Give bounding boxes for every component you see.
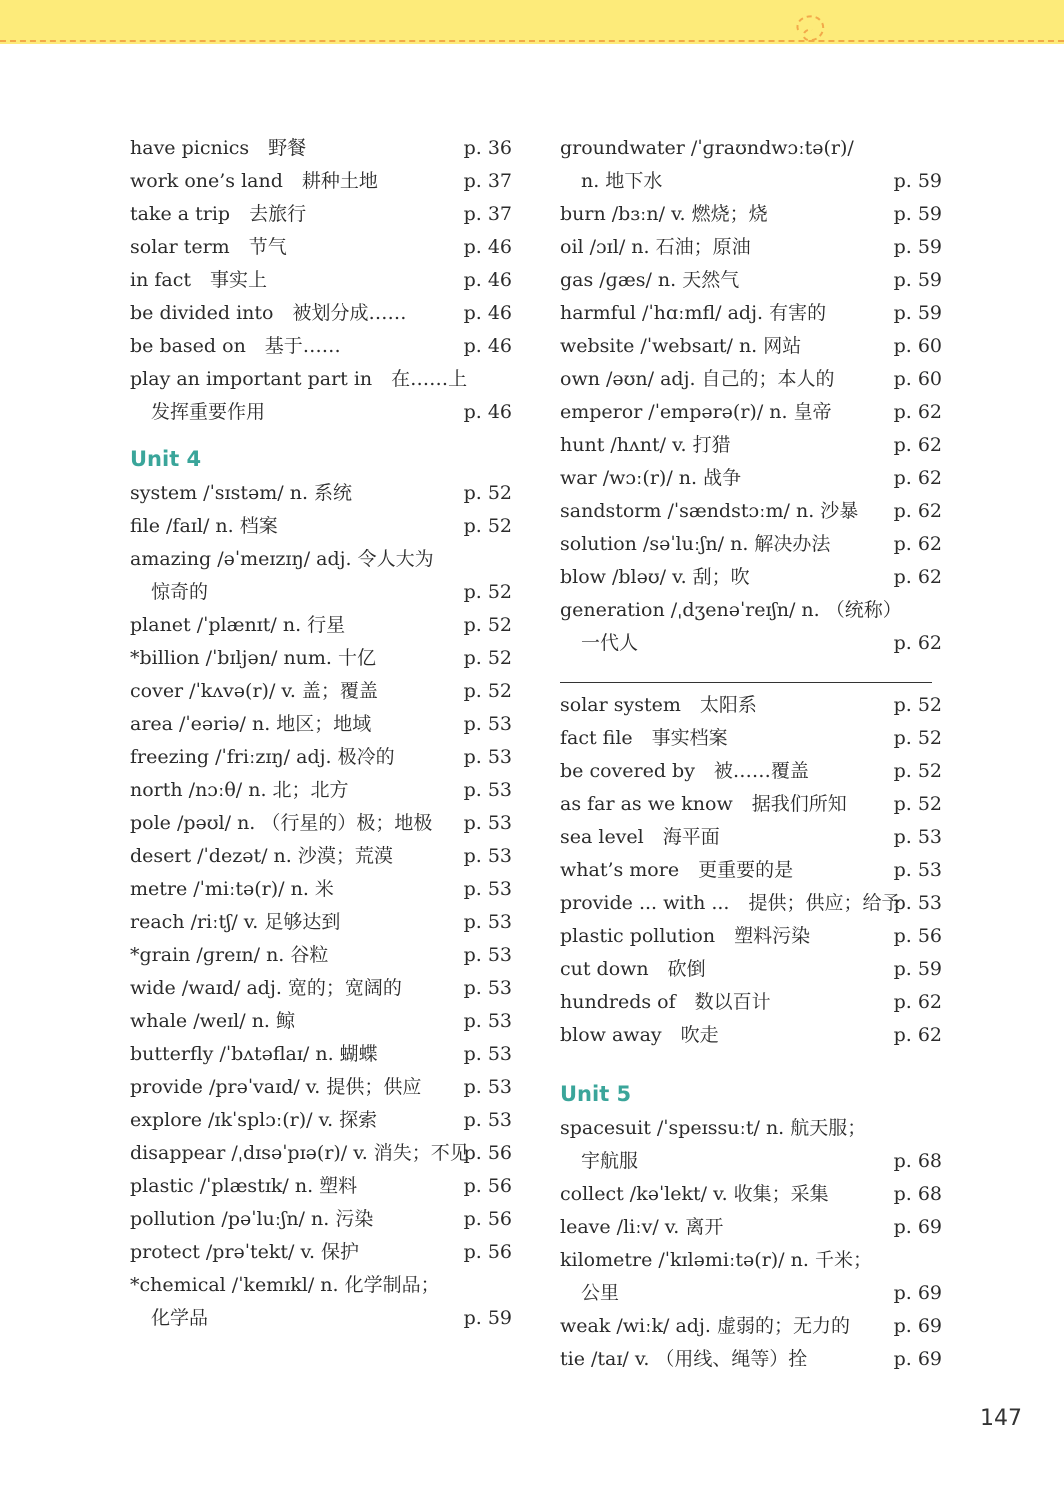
vocab-entry: disappear /ˌdɪsəˈpɪə(r)/ v. 消失；不见 p. 56 (130, 1142, 512, 1164)
vocab-entry: be covered by 被……覆盖 p. 52 (560, 760, 942, 782)
vocab-entry: be divided into 被划分成…… p. 46 (130, 302, 512, 324)
vocab-entry: 公里 p. 69 (581, 1282, 942, 1304)
vocab-entry: file /faɪl/ n. 档案 p. 52 (130, 515, 512, 537)
left-column (130, 132, 512, 1335)
vocab-entry: own /əʊn/ adj. 自己的；本人的 p. 60 (560, 368, 942, 390)
vocab-entry: blow /bləʊ/ v. 刮；吹 p. 62 (560, 566, 942, 588)
vocab-entry: work one’s land 耕种土地 p. 37 (130, 170, 512, 192)
vocab-entry: 化学品 p. 59 (151, 1307, 512, 1329)
vocab-entry: protect /prəˈtekt/ v. 保护 p. 56 (130, 1241, 512, 1263)
vocab-entry: website /ˈwebsaɪt/ n. 网站 p. 60 (560, 335, 942, 357)
page-number: 147 (980, 1406, 1022, 1431)
vocab-entry: planet /ˈplænɪt/ n. 行星 p. 52 (130, 614, 512, 636)
vocab-entry: 惊奇的 p. 52 (151, 581, 512, 603)
vocab-entry: generation /ˌdʒenəˈreɪʃn/ n. （统称） (560, 599, 902, 621)
vocab-entry: leave /liːv/ v. 离开 p. 69 (560, 1216, 942, 1238)
vocab-entry: weak /wiːk/ adj. 虚弱的；无力的 p. 69 (560, 1315, 942, 1337)
vocab-entry: 发挥重要作用 p. 46 (151, 401, 512, 423)
vocab-entry: pole /pəʊl/ n. （行星的）极；地极 p. 53 (130, 812, 512, 834)
vocab-entry: whale /weɪl/ n. 鲸 p. 53 (130, 1010, 512, 1032)
vocab-entry: solution /səˈluːʃn/ n. 解决办法 p. 62 (560, 533, 942, 555)
vocab-entry: *grain /ɡreɪn/ n. 谷粒 p. 53 (130, 944, 512, 966)
vocab-entry: kilometre /ˈkɪləmiːtə(r)/ n. 千米； (560, 1249, 872, 1271)
vocab-entry: oil /ɔɪl/ n. 石油；原油 p. 59 (560, 236, 942, 258)
vocab-entry: play an important part in 在……上 (130, 368, 468, 390)
vocab-entry: spacesuit /ˈspeɪssuːt/ n. 航天服； (560, 1117, 867, 1139)
vocab-entry: provide ... with ... 提供；供应；给予 p. 53 (560, 892, 942, 914)
vocab-entry: butterfly /ˈbʌtəflaɪ/ n. 蝴蝶 p. 53 (130, 1043, 512, 1065)
vocab-entry: take a trip 去旅行 p. 37 (130, 203, 512, 225)
vocab-entry: emperor /ˈempərə(r)/ n. 皇帝 p. 62 (560, 401, 942, 423)
vocab-entry: amazing /əˈmeɪzɪŋ/ adj. 令人大为 (130, 548, 434, 570)
vocab-entry: war /wɔː(r)/ n. 战争 p. 62 (560, 467, 942, 489)
vocab-entry: collect /kəˈlekt/ v. 收集；采集 p. 68 (560, 1183, 942, 1205)
vocab-entry: cut down 砍倒 p. 59 (560, 958, 942, 980)
vocab-entry: system /ˈsɪstəm/ n. 系统 p. 52 (130, 482, 512, 504)
vocab-entry: pollution /pəˈluːʃn/ n. 污染 p. 56 (130, 1208, 512, 1230)
right-column (560, 132, 942, 1376)
vocab-entry: groundwater /ˈɡraʊndwɔːtə(r)/ (560, 137, 854, 159)
vocab-entry: gas /ɡæs/ n. 天然气 p. 59 (560, 269, 942, 291)
vocab-entry: *chemical /ˈkemɪkl/ n. 化学制品； (130, 1274, 440, 1296)
vocab-entry: desert /ˈdezət/ n. 沙漠；荒漠 p. 53 (130, 845, 512, 867)
vocab-entry: area /ˈeəriə/ n. 地区；地域 p. 53 (130, 713, 512, 735)
vocab-entry: hundreds of 数以百计 p. 62 (560, 991, 942, 1013)
vocab-entry: sea level 海平面 p. 53 (560, 826, 942, 848)
vocab-entry: provide /prəˈvaɪd/ v. 提供；供应 p. 53 (130, 1076, 512, 1098)
vocab-entry: have picnics 野餐 p. 36 (130, 137, 512, 159)
vocab-entry: n. 地下水 p. 59 (581, 170, 942, 192)
dashed-border (0, 40, 1064, 42)
vocab-entry: solar system 太阳系 p. 52 (560, 694, 942, 716)
vocab-entry: 一代人 p. 62 (581, 632, 942, 654)
vocab-entry: wide /waɪd/ adj. 宽的；宽阔的 p. 53 (130, 977, 512, 999)
vocab-entry: solar term 节气 p. 46 (130, 236, 512, 258)
vocab-entry: as far as we know 据我们所知 p. 52 (560, 793, 942, 815)
vocab-entry: plastic /ˈplæstɪk/ n. 塑料 p. 56 (130, 1175, 512, 1197)
vocab-entry: hunt /hʌnt/ v. 打猎 p. 62 (560, 434, 942, 456)
vocab-entry: sandstorm /ˈsændstɔːm/ n. 沙暴 p. 62 (560, 500, 942, 522)
vocab-entry: reach /riːtʃ/ v. 足够达到 p. 53 (130, 911, 512, 933)
vocab-entry: blow away 吹走 p. 62 (560, 1024, 942, 1046)
unit-heading: Unit 4 (130, 447, 202, 471)
vocab-entry: be based on 基于…… p. 46 (130, 335, 512, 357)
vocab-entry: fact file 事实档案 p. 52 (560, 727, 942, 749)
vocab-entry: *billion /ˈbɪljən/ num. 十亿 p. 52 (130, 647, 512, 669)
decorative-swirl-icon (790, 8, 834, 48)
vocab-entry: burn /bɜːn/ v. 燃烧；烧 p. 59 (560, 203, 942, 225)
vocab-entry: tie /taɪ/ v. （用线、绳等）拴 p. 69 (560, 1348, 942, 1370)
top-color-band (0, 0, 1064, 44)
vocab-entry: 宇航服 p. 68 (581, 1150, 942, 1172)
vocab-entry: explore /ɪkˈsplɔː(r)/ v. 探索 p. 53 (130, 1109, 512, 1131)
vocab-entry: what’s more 更重要的是 p. 53 (560, 859, 942, 881)
vocab-entry: plastic pollution 塑料污染 p. 56 (560, 925, 942, 947)
section-divider (560, 682, 932, 683)
vocab-entry: harmful /ˈhɑːmfl/ adj. 有害的 p. 59 (560, 302, 942, 324)
vocab-entry: freezing /ˈfriːzɪŋ/ adj. 极冷的 p. 53 (130, 746, 512, 768)
vocab-entry: north /nɔːθ/ n. 北；北方 p. 53 (130, 779, 512, 801)
vocab-entry: metre /ˈmiːtə(r)/ n. 米 p. 53 (130, 878, 512, 900)
vocab-entry: cover /ˈkʌvə(r)/ v. 盖；覆盖 p. 52 (130, 680, 512, 702)
unit-heading: Unit 5 (560, 1082, 632, 1106)
vocab-entry: in fact 事实上 p. 46 (130, 269, 512, 291)
